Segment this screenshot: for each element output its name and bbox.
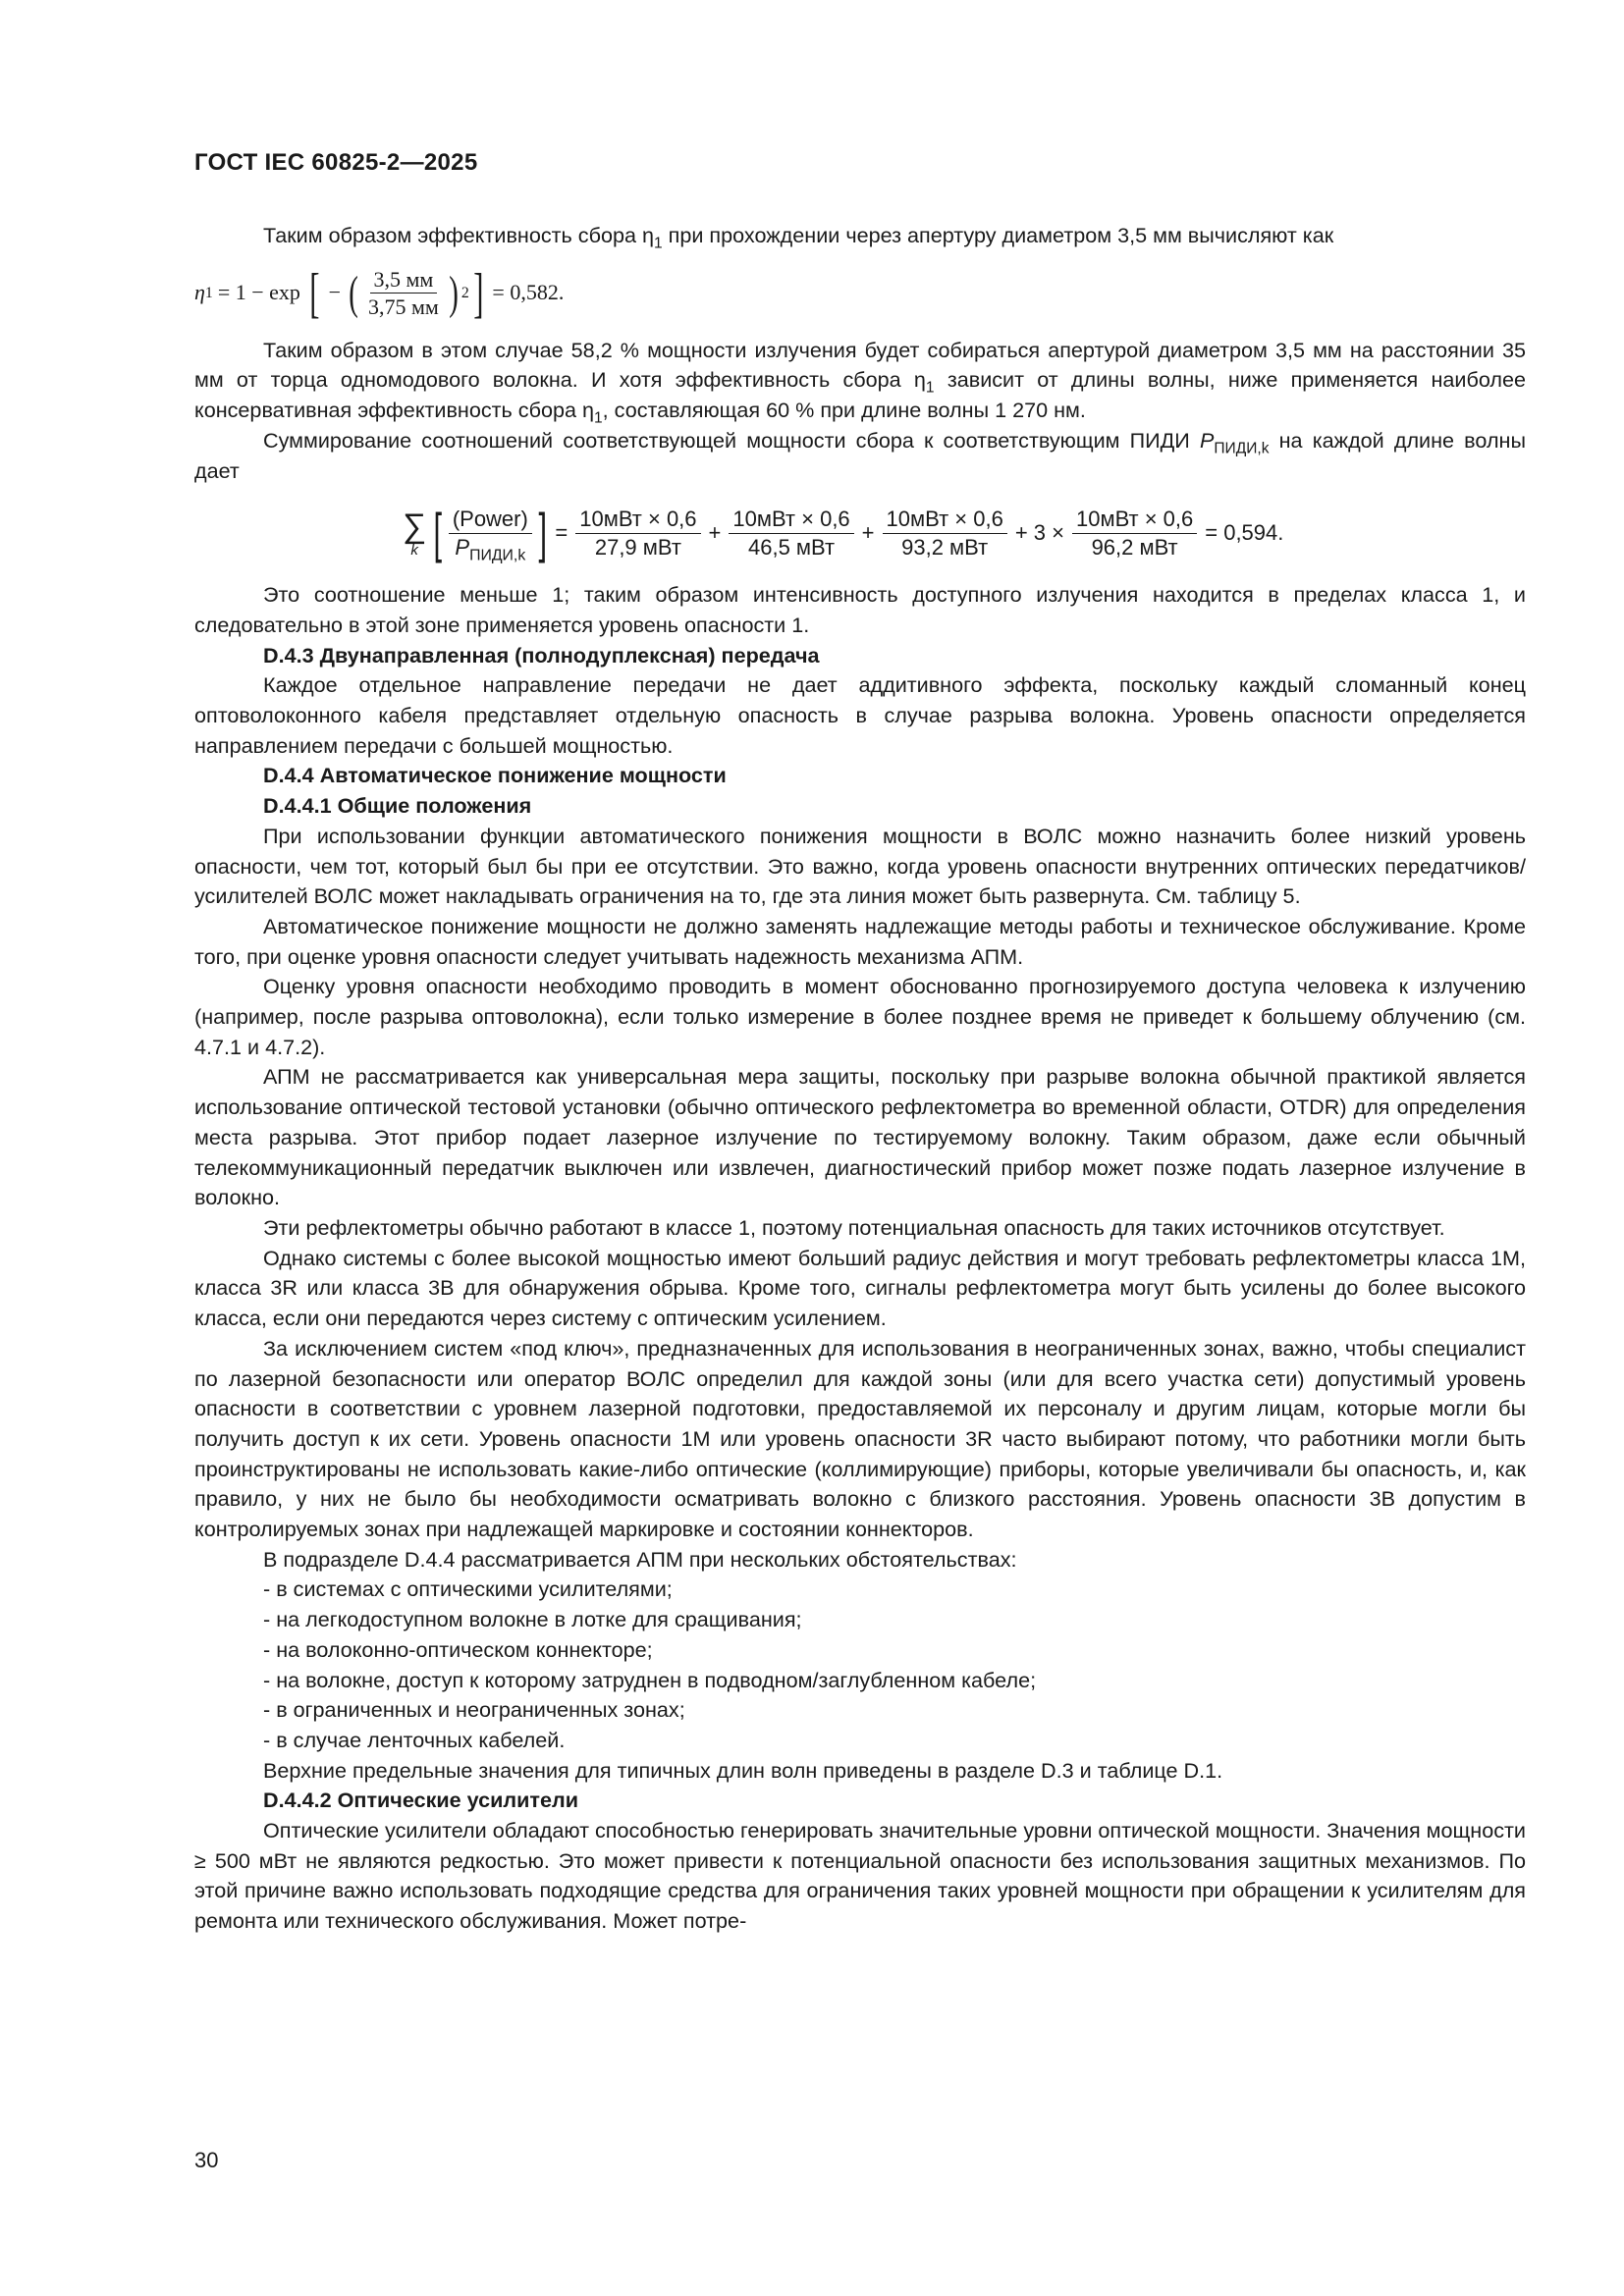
section-heading-d44: D.4.4 Автоматическое понижение мощности [263,763,727,788]
equation-power-ratio-sum: ∑ k [ $\frac{\text{(Power)}}{P_{ПИДИ,k}}$ ] = $\frac{\text{10мВт × 0,6}}{\text{27,9 мВт}}$ + $\frac{\text{10мВт × 0,6}}{\text{46,5 мВт}}$ + $\frac{\text{10мВт × 0,6}}{\text{93,2 мВт}}$ + 3 × $\frac{\text{10мВт × 0,6}}{\text{96,2 мВт}}$ = 0,594. [403,502,1284,564]
section-heading-d442: D.4.4.2 Оптические усилители [263,1788,578,1813]
list-item: - на волоконно-оптическом коннекторе; [263,1636,653,1662]
paragraph: Это соотношение меньше 1; таким образом интенсивность доступного излучения находится в пределах класса 1, и следовательно в этой зоне применяется уровень опасности 1. [194,582,1526,637]
sum-symbol: ∑ k [403,507,427,559]
section-heading-d441: D.4.4.1 Общие положения [263,793,532,819]
fraction: $\frac{3,5 мм}{3,75 мм}$ [368,266,439,320]
page-number: 30 [194,2148,219,2172]
paragraph: В подразделе D.4.4 рассматривается АПМ при нескольких обстоятельствах: [263,1546,1017,1572]
list-item: - на волокне, доступ к которому затруднен в подводном/заглубленном кабеле; [263,1667,1037,1692]
paragraph: АПМ не рассматривается как универсальная мера защиты, поскольку при разрыве волокна обычной практикой является использование оптической тестовой установки (обычно оптического рефлектометра во временной области, OTDR) для определения места разрыва. Этот прибор подает лазерное излучение по тестируемому волокну. Таким образом, даже если обычный телекоммуникационный передатчик выключен или извлечен, диагностический прибор может позже подать лазерное излучение в волокно. [194,1064,1526,1210]
list-item: - в системах с оптическими усилителями; [263,1576,673,1602]
equation-collection-efficiency: η 1 = 1 − exp [ − ( $\frac{3,5 мм}{3,75 мм}$ ) 2 ] = 0,582. [194,262,565,324]
paragraph: Верхние предельные значения для типичных длин волн приведены в разделе D.3 и таблице D.1. [263,1757,1223,1783]
paragraph: Суммирование соотношений соответствующей мощности сбора к соответствующим ПИДИ $P_{ПИДИ,k}$ на каждой длине волны дает [194,427,1526,483]
fraction: $\frac{\text{10мВт × 0,6}}{\text{46,5 мВт}}$ [729,507,853,560]
paragraph: Таким образом в этом случае 58,2 % мощности излучения будет собираться апертурой диаметром 3,5 мм на расстоянии 35 мм от торца одномодового волокна. И хотя эффективность сбора $\eta_1$ зависит от длины волны, ниже применяется наиболее консервативная эффективность сбора $\eta_1$, составляющая 60 % при длине волны 1 270 нм. [194,337,1526,427]
section-heading-d43: D.4.3 Двунаправленная (полнодуплексная) передача [263,642,820,667]
document-body [194,221,1526,1937]
paragraph: За исключением систем «под ключ», предназначенных для использования в неограниченных зонах, важно, чтобы специалист по лазерной безопасности или оператор ВОЛС определил для каждой зоны (или для всего участка сети) допустимый уровень опасности в соответствии с уровнем лазерной подготовки, предоставляемой их персоналу и другим лицам, которые могли бы получить доступ к их сети. Уровень опасности 1М или уровень опасности 3R часто выбирают потому, что работники могли быть проинструктированы не использовать какие-либо оптические (коллимирующие) приборы, которые увеличивали бы опасность, и, как правило, у них не было бы необходимости осматривать волокно с близкого расстояния. Уровень опасности 3B допустим в контролируемых зонах при надлежащей маркировке и состоянии коннекторов. [194,1335,1526,1542]
list-item: - на легкодоступном волокне в лотке для сращивания; [263,1607,802,1632]
page-header-title: ГОСТ IEC 60825-2—2025 [194,149,478,176]
paragraph: Оценку уровня опасности необходимо проводить в момент обоснованно прогнозируемого доступа человека к излучению (например, после разрыва оптоволокна), если только измерение в более позднее время не приведет к большему облучению (см. 4.7.1 и 4.7.2). [194,974,1526,1059]
fraction: $\frac{\text{10мВт × 0,6}}{\text{96,2 мВт}}$ [1072,507,1197,560]
paragraph: Таким образом эффективность сбора $\eta_1$ при прохождении через апертуру диаметром 3,5 мм вычисляют как [263,223,1334,252]
fraction: $\frac{\text{10мВт × 0,6}}{\text{27,9 мВт}}$ [575,507,700,560]
list-item: - в случае ленточных кабелей. [263,1727,566,1752]
fraction: $\frac{\text{10мВт × 0,6}}{\text{93,2 мВт}}$ [883,507,1007,560]
list-item: - в ограниченных и неограниченных зонах; [263,1697,685,1723]
paragraph: Автоматическое понижение мощности не должно заменять надлежащие методы работы и техническое обслуживание. Кроме того, при оценке уровня опасности следует учитывать надежность механизма АПМ. [194,913,1526,969]
paragraph: Однако системы с более высокой мощностью имеют больший радиус действия и могут требовать рефлектометры класса 1М, класса 3R или класса 3B для обнаружения обрыва. Кроме того, сигналы рефлектометра могут быть усилены до более высокого класса, если они передаются через систему с оптическим усилением. [194,1245,1526,1331]
paragraph: При использовании функции автоматического понижения мощности в ВОЛС можно назначить более низкий уровень опасности, чем тот, который был бы при ее отсутствии. Это важно, когда уровень опасности внутренних оптических передатчиков/усилителей ВОЛС может накладывать ограничения на то, где эта линия может быть развернута. См. таблицу 5. [194,823,1526,909]
paragraph: Оптические усилители обладают способностью генерировать значительные уровни оптической мощности. Значения мощности ≥ 500 мВт не являются редкостью. Это может привести к потенциальной опасности без использования защитных механизмов. По этой причине важно использовать подходящие средства для ограничения таких уровней мощности при обращении к усилителям для ремонта или технического обслуживания. Может потре- [194,1818,1526,1934]
paragraph: Эти рефлектометры обычно работают в классе 1, поэтому потенциальная опасность для таких источников отсутствует. [263,1214,1445,1240]
fraction: $\frac{\text{(Power)}}{P_{ПИДИ,k}}$ [449,507,532,560]
paragraph: Каждое отдельное направление передачи не дает аддитивного эффекта, поскольку каждый сломанный конец оптоволоконного кабеля представляет отдельную опасность в случае разрыва волокна. Уровень опасности определяется направлением передачи с большей мощностью. [194,672,1526,758]
